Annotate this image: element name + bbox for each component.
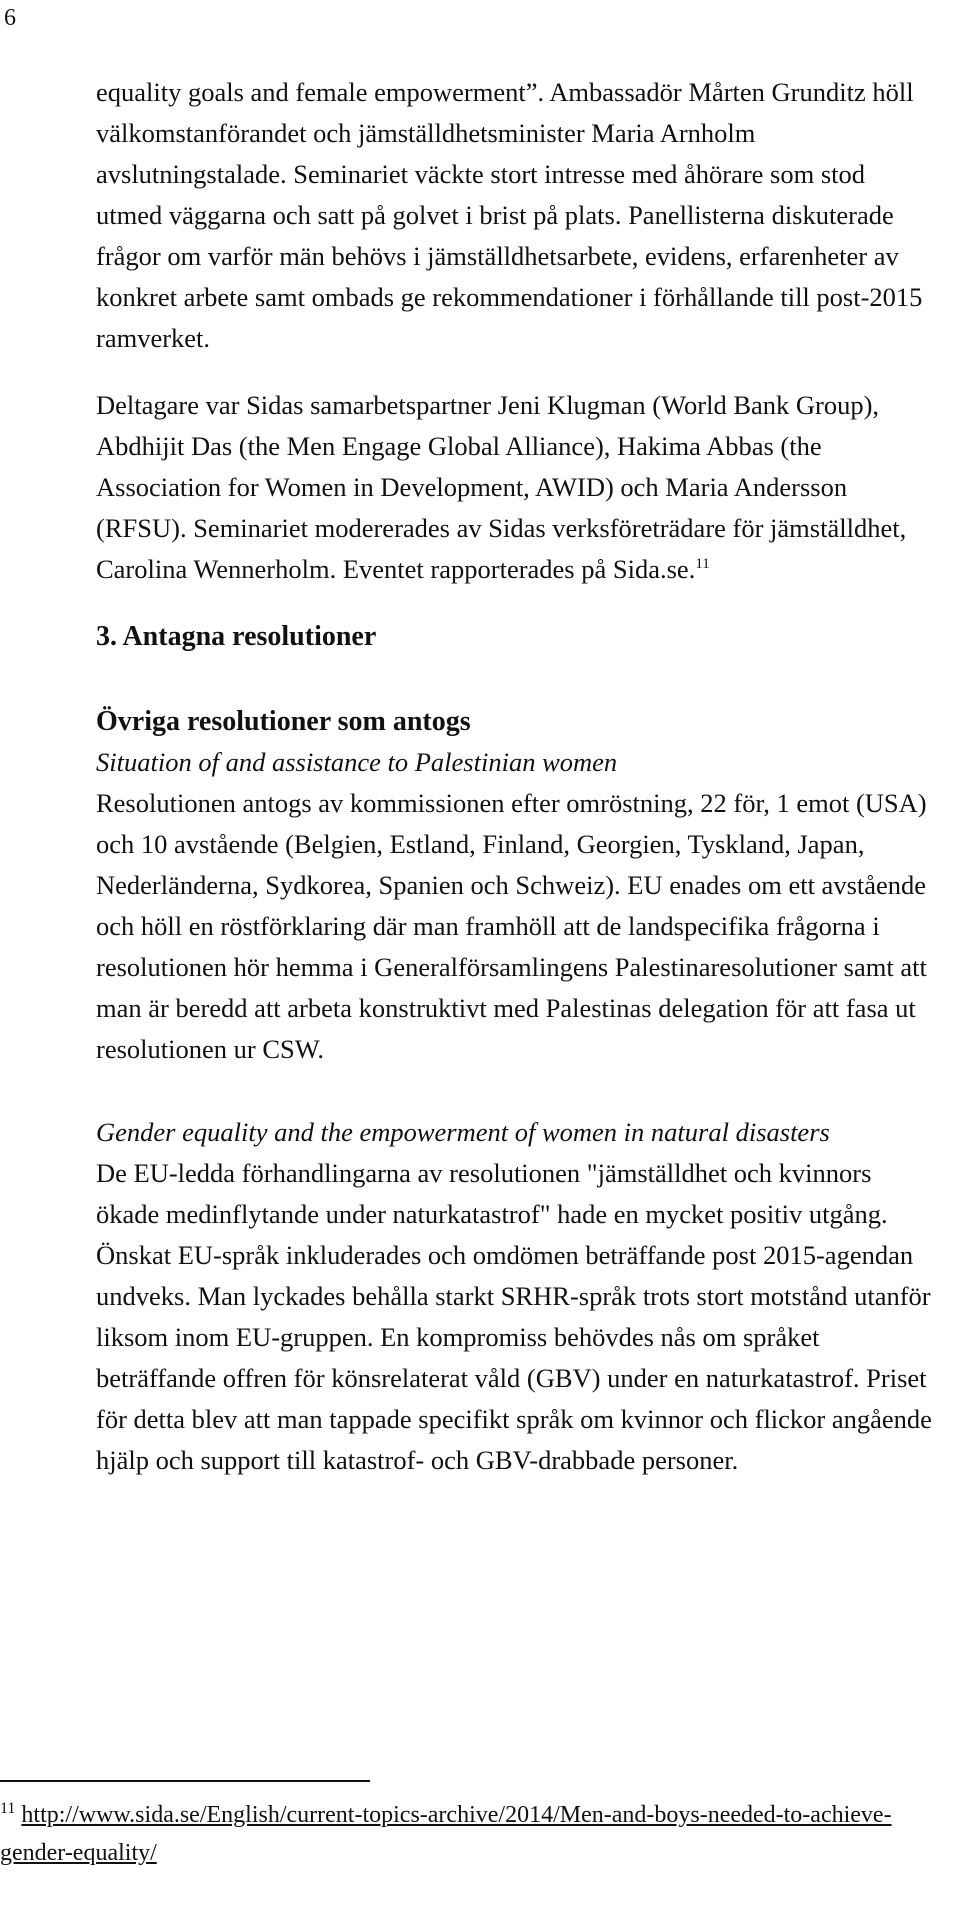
document-body — [96, 72, 936, 1481]
resolution-title-natural-disasters: Gender equality and the empowerment of women in natural disasters — [96, 1117, 830, 1147]
page-number: 6 — [4, 5, 16, 31]
paragraph-participants-text: Deltagare var Sidas samarbetspartner Jeni Klugman (World Bank Group), Abdhijit Das (the Men Engage Global Alliance), Hakima Abbas (the Association for Women in Development, AWID) och Maria Andersson (RFSU). Seminariet modererades av Sidas verksföreträdare för jämställdhet, Carolina Wennerholm. Eventet rapporterades på Sida.se. — [96, 390, 907, 584]
resolution-body-natural-disasters: De EU-ledda förhandlingarna av resolutionen "jämställdhet och kvinnors ökade medinflytande under naturkatastrof" hade en mycket positiv utgång. Önskat EU-språk inkluderades och omdömen beträffande post 2015-agendan undveks. Man lyckades behålla starkt SRHR-språk trots stort motstånd utanför liksom inom EU-gruppen. En kompromiss behövdes nås om språket beträffande offren för könsrelaterat våld (GBV) under en naturkatastrof. Priset för detta blev att man tappade specifikt språk om kvinnor och flickor angående hjälp och support till katastrof- och GBV-drabbade personer. — [96, 1158, 932, 1475]
footnote-link[interactable]: http://www.sida.se/English/current-topics-archive/2014/Men-and-boys-needed-to-achieve-gender-equality/ — [0, 1802, 892, 1866]
section-heading: 3. Antagna resolutioner — [96, 621, 377, 652]
paragraph-seminar-summary: equality goals and female empowerment”. Ambassadör Mårten Grunditz höll välkomstanförandet och jämställdhetsminister Maria Arnholm avslutningstalade. Seminariet väckte stort intresse med åhörare som stod utmed väggarna och satt på golvet i brist på plats. Panellisterna diskuterade frågor om varför män behövs i jämställdhetsarbete, evidens, erfarenheter av konkret arbete samt ombads ge rekommendationer i förhållande till post-2015 ramverket. — [96, 77, 923, 353]
footnote — [0, 1796, 950, 1872]
resolution-title-palestinian-women: Situation of and assistance to Palestinian women — [96, 747, 618, 777]
footnote-number: 11 — [0, 1800, 16, 1817]
paragraph-participants — [96, 385, 936, 590]
resolution-body-palestinian-women: Resolutionen antogs av kommissionen efter omröstning, 22 för, 1 emot (USA) och 10 avstående (Belgien, Estland, Finland, Georgien, Tyskland, Japan, Nederländerna, Sydkorea, Spanien och Schweiz). EU enades om ett avstående och höll en röstförklaring där man framhöll att de landspecifika frågorna i resolutionen hör hemma i Generalförsamlingens Palestinaresolutioner samt att man är beredd att arbeta konstruktivt med Palestinas delegation för att fasa ut resolutionen ur CSW. — [96, 788, 927, 1064]
footnote-separator — [0, 1780, 370, 1782]
footnote-reference: 11 — [695, 556, 710, 573]
subheading-other-resolutions: Övriga resolutioner som antogs — [96, 706, 471, 737]
